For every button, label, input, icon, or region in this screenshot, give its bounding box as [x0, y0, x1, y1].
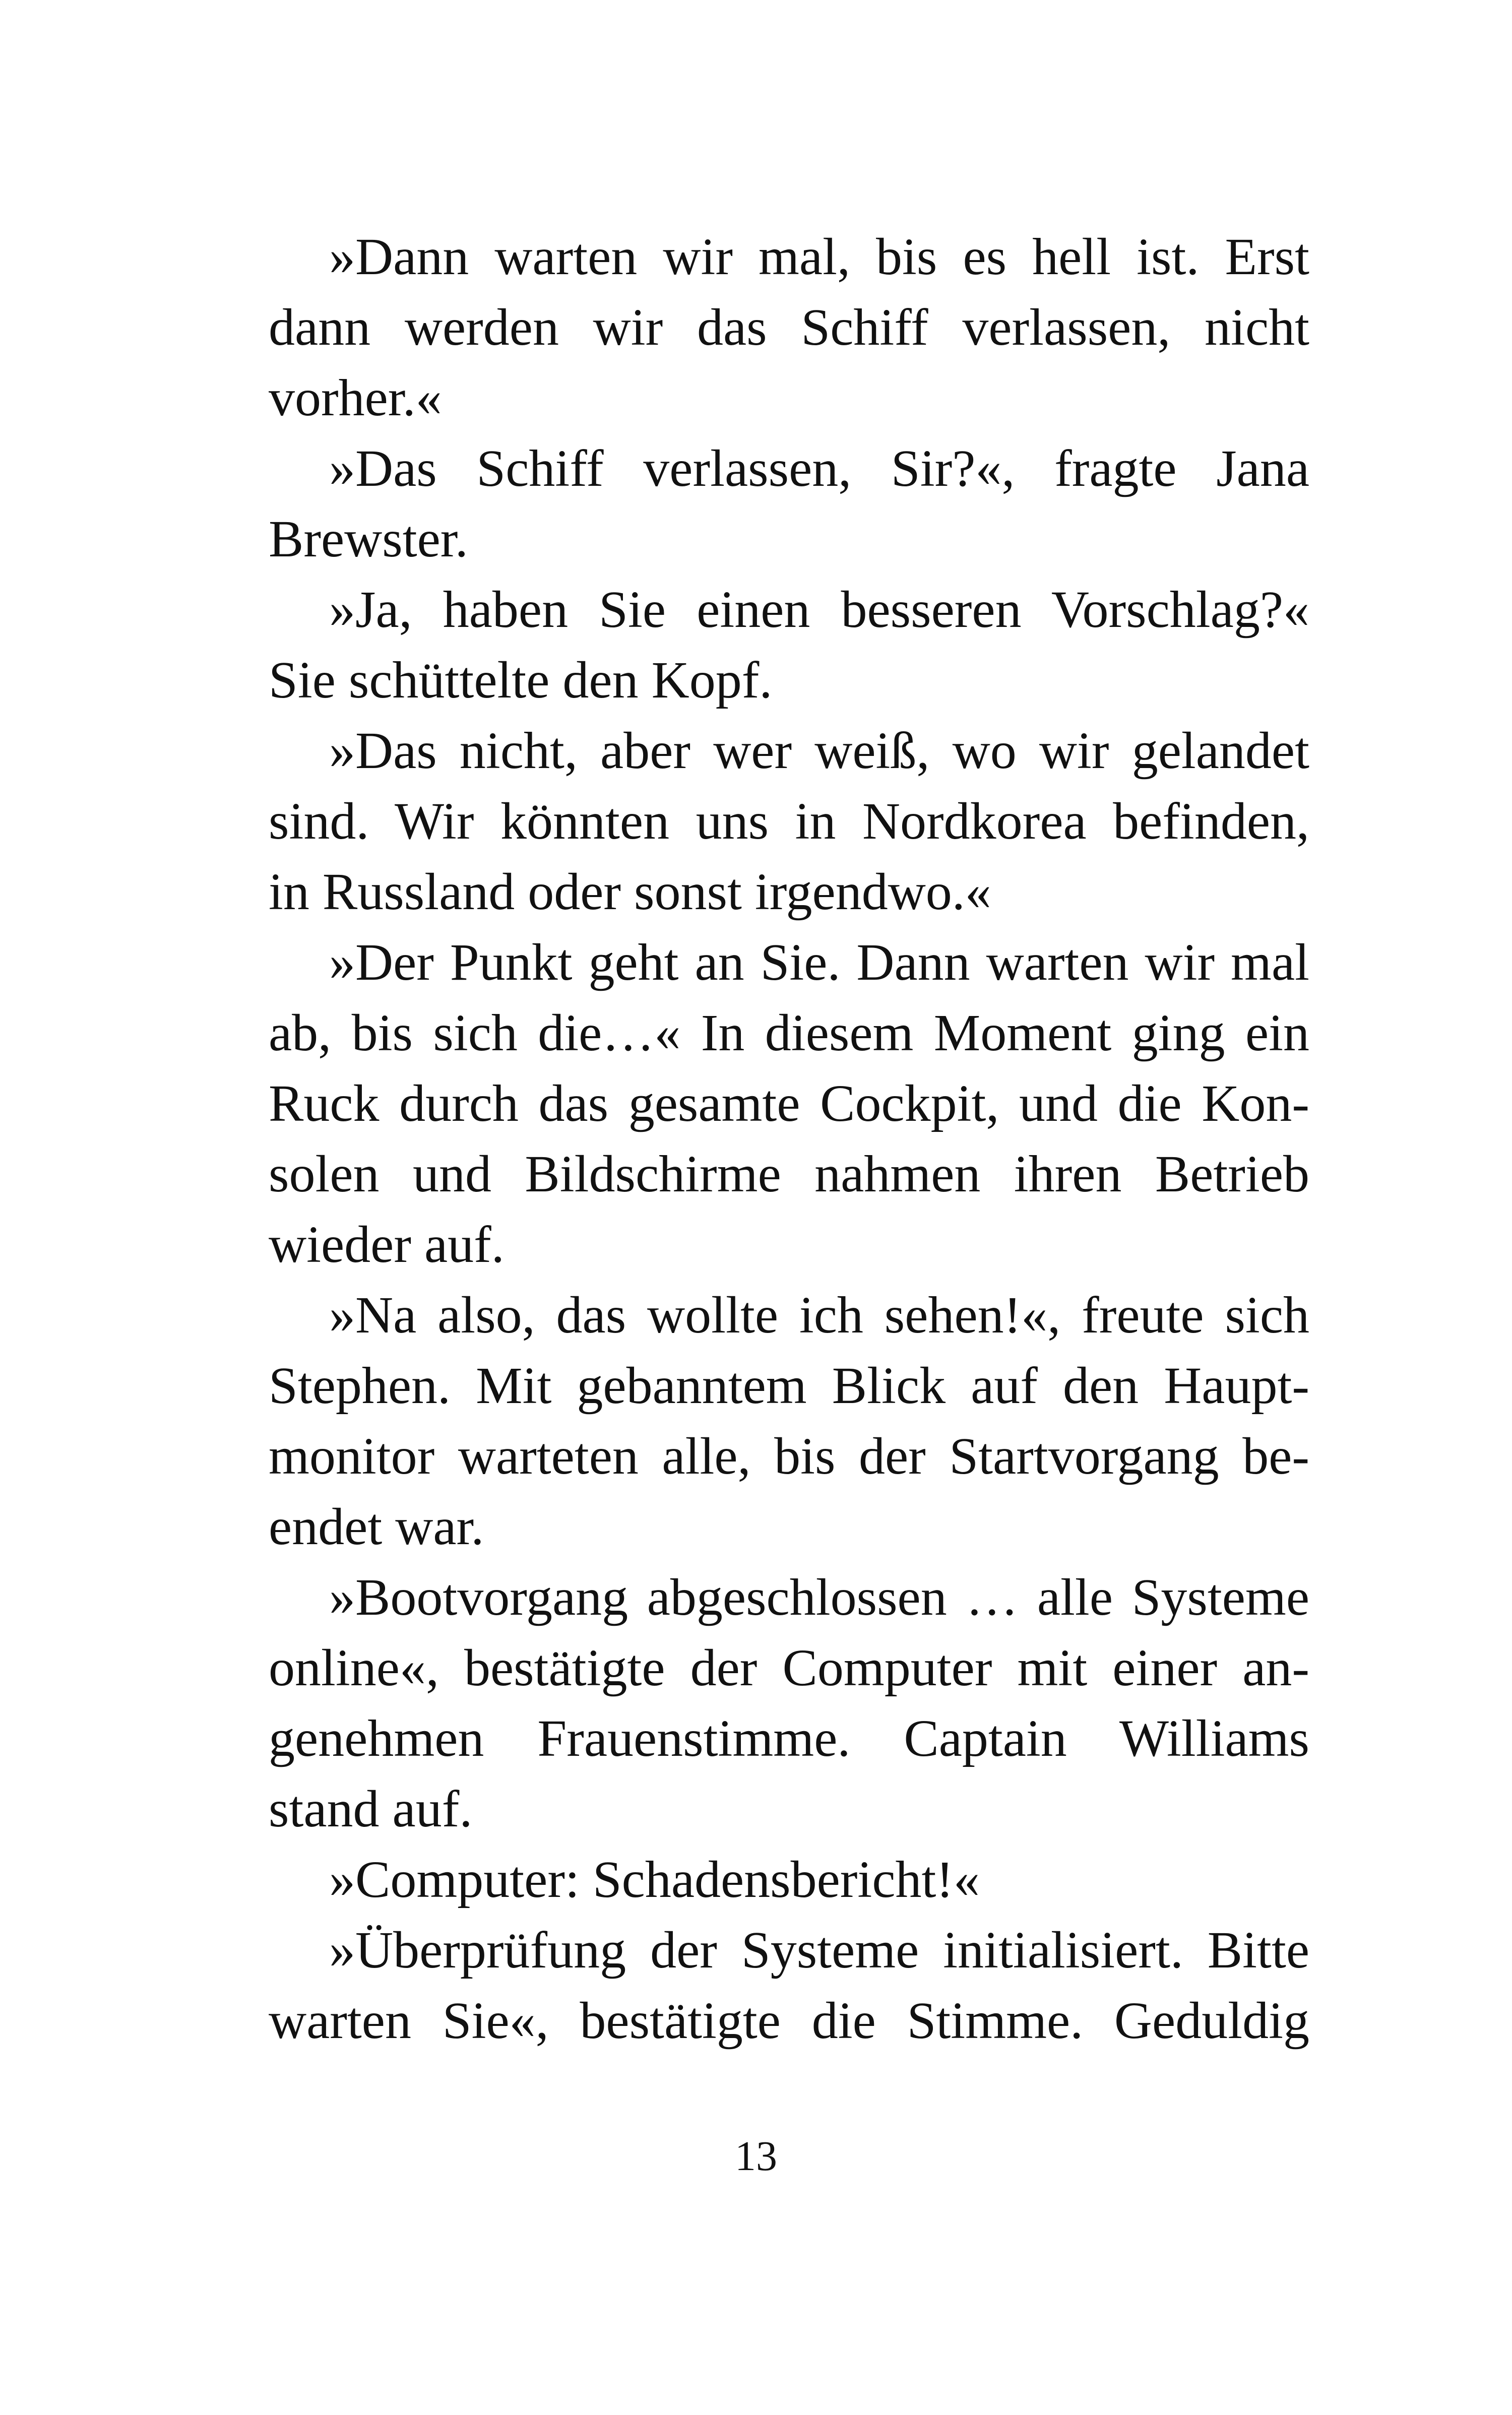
text-line: stand auf.	[269, 1780, 473, 1838]
text-line: in Russland oder sonst irgendwo.«	[269, 863, 991, 921]
text-line: »Überprüfung der Systeme initialisiert. Bitte	[329, 1921, 1309, 1979]
text-line: genehmen Frauenstimme. Captain Williams	[269, 1709, 1309, 1767]
text-line: vorher.«	[269, 369, 442, 427]
text-line: »Der Punkt geht an Sie. Dann warten wir mal	[329, 933, 1309, 991]
text-line: Brewster.	[269, 510, 468, 568]
text-line: »Das Schiff verlassen, Sir?«, fragte Jana	[329, 439, 1309, 497]
text-line: ab, bis sich die…« In diesem Moment ging ein	[269, 1004, 1309, 1062]
text-line: »Computer: Schadensbericht!«	[329, 1851, 980, 1909]
text-line: endet war.	[269, 1498, 484, 1556]
text-line: Sie schüttelte den Kopf.	[269, 651, 773, 709]
text-line: »Das nicht, aber wer weiß, wo wir gelandet	[329, 722, 1309, 780]
text-line: »Na also, das wollte ich sehen!«, freute sich	[329, 1286, 1309, 1344]
text-line: »Bootvorgang abgeschlossen … alle Systeme	[329, 1568, 1309, 1626]
body-text	[269, 222, 1309, 2056]
text-line: dann werden wir das Schiff verlassen, nicht	[269, 298, 1309, 356]
text-line: monitor warteten alle, bis der Startvorgang be-	[269, 1427, 1309, 1485]
text-line: »Dann warten wir mal, bis es hell ist. Erst	[329, 228, 1309, 286]
text-line: Stephen. Mit gebanntem Blick auf den Haupt-	[269, 1357, 1309, 1415]
text-line: wieder auf.	[269, 1216, 505, 1274]
text-line: online«, bestätigte der Computer mit einer an-	[269, 1639, 1309, 1697]
text-line: warten Sie«, bestätigte die Stimme. Geduldig	[269, 1992, 1309, 2050]
text-line: solen und Bildschirme nahmen ihren Betrieb	[269, 1145, 1309, 1203]
text-line: Ruck durch das gesamte Cockpit, und die Kon-	[269, 1074, 1309, 1132]
text-line: »Ja, haben Sie einen besseren Vorschlag?«	[329, 581, 1309, 639]
page-number: 13	[735, 2133, 777, 2180]
text-line: sind. Wir könnten uns in Nordkorea befinden,	[269, 792, 1309, 850]
